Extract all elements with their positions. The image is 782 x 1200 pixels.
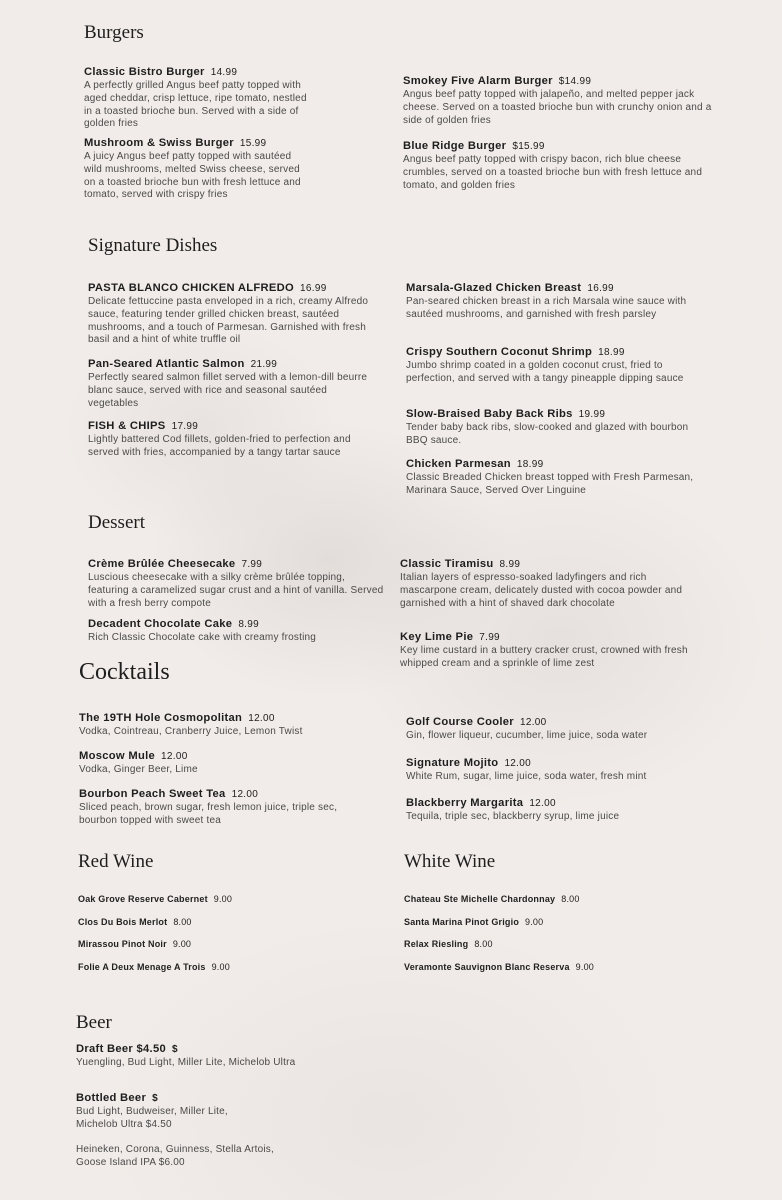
item-title: [88, 419, 373, 434]
menu-item: [400, 630, 696, 671]
item-title: [88, 281, 380, 296]
section-title-dessert: Dessert: [88, 512, 145, 533]
item-title: [88, 557, 384, 572]
item-description: Angus beef patty topped with jalapeño, and melted pepper jack cheese. Served on a toasted brioche bun with crunchy onion and a side of golden fries: [403, 89, 712, 126]
beer-draft: [76, 1042, 316, 1070]
menu-item: [79, 749, 369, 777]
item-name: Signature Mojito: [406, 757, 499, 769]
item-name: Moscow Mule: [79, 750, 156, 762]
item-description: Rich Classic Chocolate cake with creamy frosting: [88, 632, 317, 643]
item-price: 15.99: [239, 138, 267, 149]
item-title: [79, 749, 369, 764]
wine-price: 8.00: [561, 894, 580, 904]
item-price: 21.99: [250, 359, 278, 370]
item-name: Classic Tiramisu: [400, 558, 494, 570]
item-title: [406, 281, 706, 296]
item-title: [406, 756, 706, 771]
wine-item: [404, 917, 543, 927]
item-description: Vodka, Ginger Beer, Lime: [79, 764, 198, 775]
beer-imports: Heineken, Corona, Guinness, Stella Artois, Goose Island IPA $6.00: [76, 1144, 274, 1168]
item-price: 19.99: [578, 409, 606, 420]
menu-item: [406, 457, 706, 498]
menu-item: [84, 65, 309, 131]
item-description: Pan-seared chicken breast in a rich Marsala wine sauce with sautéed mushrooms, and garnished with fresh parsley: [406, 296, 687, 320]
wine-item: [78, 962, 230, 972]
menu-item: [406, 345, 706, 386]
item-description: Key lime custard in a buttery cracker crust, crowned with fresh whipped cream and a sprinkle of lime zest: [400, 645, 688, 669]
item-name: Smokey Five Alarm Burger: [403, 75, 553, 87]
item-title: [406, 345, 706, 360]
menu-item: [79, 711, 369, 739]
item-description: A juicy Angus beef patty topped with sautéed wild mushrooms, melted Swiss cheese, served on a toasted brioche bun with fresh lettuce and tomato, served with crispy fries: [84, 151, 301, 201]
item-price: 8.99: [238, 619, 259, 630]
item-price: 12.00: [161, 751, 188, 762]
wine-price: 9.00: [211, 962, 230, 972]
wine-price: 8.00: [474, 939, 493, 949]
wine-price: 9.00: [525, 917, 544, 927]
menu-item: [79, 787, 355, 828]
item-price: 7.99: [479, 632, 500, 643]
item-title: [406, 407, 691, 422]
menu-item: [400, 557, 686, 610]
menu-item: [406, 756, 706, 784]
item-description: Sliced peach, brown sugar, fresh lemon juice, triple sec, bourbon topped with sweet tea: [79, 802, 338, 826]
item-description: Delicate fettuccine pasta enveloped in a rich, creamy Alfredo sauce, featuring tender grilled chicken breast, sautéed mushrooms, and a touch of Parmesan. Garnished with fresh basil and a hint of white truffle oil: [88, 296, 369, 346]
item-name: Marsala-Glazed Chicken Breast: [406, 282, 582, 294]
item-price: 18.99: [598, 347, 625, 358]
wine-name: Santa Marina Pinot Grigio: [404, 917, 520, 927]
wine-name: Oak Grove Reserve Cabernet: [78, 894, 208, 904]
section-title-cocktails: Cocktails: [79, 659, 170, 685]
item-name: Blackberry Margarita: [406, 797, 524, 809]
item-title: [84, 136, 309, 151]
menu-item: [88, 281, 380, 347]
item-description: Lightly battered Cod fillets, golden-fried to perfection and served with fries, accompanied by a tangy tartar sauce: [88, 434, 351, 458]
wine-name: Chateau Ste Michelle Chardonnay: [404, 894, 556, 904]
item-description: Gin, flower liqueur, cucumber, lime juice, soda water: [406, 730, 648, 741]
menu-item: [406, 796, 706, 824]
item-name: Mushroom & Swiss Burger: [84, 137, 234, 149]
item-price: $: [172, 1044, 178, 1055]
section-title-white-wine: White Wine: [404, 851, 496, 872]
item-description: Luscious cheesecake with a silky crème brûlée topping, featuring a caramelized sugar crust and a hint of vanilla. Served with a fresh berry compote: [88, 572, 384, 609]
item-name: The 19TH Hole Cosmopolitan: [79, 712, 243, 724]
item-description: Classic Breaded Chicken breast topped with Fresh Parmesan, Marinara Sauce, Served Over Linguine: [406, 472, 694, 496]
item-title: [84, 65, 309, 80]
item-price: $14.99: [558, 76, 592, 87]
item-price: 12.00: [519, 717, 547, 728]
item-price: $15.99: [512, 141, 545, 152]
wine-price: 9.00: [575, 962, 594, 972]
item-description: Tender baby back ribs, slow-cooked and glazed with bourbon BBQ sauce.: [406, 422, 689, 446]
item-title: [406, 715, 706, 730]
item-title: [76, 1042, 316, 1057]
section-title-burgers: Burgers: [84, 22, 144, 43]
item-description: Angus beef patty topped with crispy bacon, rich blue cheese crumbles, served on a toasted brioche bun with fresh lettuce and tomato, and golden fries: [403, 154, 703, 191]
menu-item: [406, 715, 706, 743]
item-price: 16.99: [300, 283, 327, 294]
item-name: PASTA BLANCO CHICKEN ALFREDO: [88, 282, 295, 294]
item-price: 12.00: [529, 798, 556, 809]
item-name: Decadent Chocolate Cake: [88, 618, 233, 630]
item-description: Bud Light, Budweiser, Miller Lite, Michelob Ultra $4.50: [76, 1106, 228, 1130]
item-price: 17.99: [171, 421, 199, 432]
item-description: A perfectly grilled Angus beef patty topped with aged cheddar, crisp lettuce, ripe tomato, nestled in a toasted brioche bun. Served with a side of golden fries: [84, 80, 307, 130]
item-name: Crispy Southern Coconut Shrimp: [406, 346, 593, 358]
wine-name: Clos Du Bois Merlot: [78, 917, 168, 927]
item-name: Blue Ridge Burger: [403, 140, 507, 152]
item-title: [406, 796, 706, 811]
menu-item: [406, 281, 706, 322]
menu-item: [403, 74, 721, 127]
item-name: Draft Beer $4.50: [76, 1043, 166, 1055]
item-title: [400, 557, 686, 572]
item-description: Vodka, Cointreau, Cranberry Juice, Lemon Twist: [79, 726, 303, 737]
item-name: Key Lime Pie: [400, 631, 474, 643]
wine-name: Folie A Deux Menage A Trois: [78, 962, 206, 972]
section-title-red-wine: Red Wine: [78, 851, 154, 872]
item-price: 12.00: [504, 758, 531, 769]
item-description: Italian layers of espresso-soaked ladyfingers and rich mascarpone cream, delicately dusted with cocoa powder and garnished with a hint of shaved dark chocolate: [400, 572, 683, 609]
wine-price: 9.00: [172, 939, 192, 949]
beer-bottled: [76, 1091, 266, 1132]
item-title: [88, 357, 376, 372]
item-title: [88, 617, 384, 632]
item-price: 8.99: [499, 559, 521, 570]
section-title-beer: Beer: [76, 1012, 112, 1033]
item-title: [400, 630, 696, 645]
item-title: [79, 787, 355, 802]
item-name: Bourbon Peach Sweet Tea: [79, 788, 226, 800]
wine-name: Veramonte Sauvignon Blanc Reserva: [404, 962, 570, 972]
item-title: [79, 711, 369, 726]
wine-name: Mirassou Pinot Noir: [78, 939, 167, 949]
wine-item: [404, 939, 493, 949]
item-title: [403, 139, 708, 154]
wine-name: Relax Riesling: [404, 939, 469, 949]
item-description: Yuengling, Bud Light, Miller Lite, Michelob Ultra: [76, 1057, 296, 1068]
menu-item: [406, 407, 691, 448]
item-price: 16.99: [587, 283, 614, 294]
wine-item: [78, 917, 192, 927]
item-name: Crème Brûlée Cheesecake: [88, 558, 236, 570]
wine-price: 9.00: [213, 894, 233, 904]
wine-item: [78, 939, 191, 949]
wine-item: [78, 894, 232, 904]
item-price: 7.99: [241, 559, 263, 570]
item-description: White Rum, sugar, lime juice, soda water, fresh mint: [406, 771, 647, 782]
item-title: [76, 1091, 266, 1106]
item-price: 18.99: [516, 459, 544, 470]
menu-item: [84, 136, 309, 202]
item-name: Pan-Seared Atlantic Salmon: [88, 358, 245, 370]
wine-price: 8.00: [173, 917, 192, 927]
wine-item: [404, 962, 594, 972]
item-price: 14.99: [210, 67, 238, 78]
item-name: Golf Course Cooler: [406, 716, 514, 728]
menu-item: [88, 357, 376, 410]
item-price: 12.00: [248, 713, 275, 724]
item-name: Classic Bistro Burger: [84, 66, 205, 78]
menu-item: [88, 557, 384, 610]
item-name: Bottled Beer: [76, 1092, 147, 1104]
menu-item: [88, 419, 373, 460]
item-title: [406, 457, 706, 472]
item-price: 12.00: [231, 789, 259, 800]
menu-item: [403, 139, 708, 192]
item-name: Chicken Parmesan: [406, 458, 511, 470]
item-description: Perfectly seared salmon fillet served with a lemon-dill beurre blanc sauce, served with rice and seasonal sautéed vegetables: [88, 372, 368, 409]
item-description: Tequila, triple sec, blackberry syrup, lime juice: [406, 811, 620, 822]
wine-item: [404, 894, 580, 904]
section-title-signature: Signature Dishes: [88, 235, 218, 256]
item-title: [403, 74, 721, 89]
item-description: Jumbo shrimp coated in a golden coconut crust, fried to perfection, and served with a tangy pineapple dipping sauce: [406, 360, 684, 384]
item-name: FISH & CHIPS: [88, 420, 166, 432]
item-price: $: [152, 1093, 158, 1104]
item-name: Slow-Braised Baby Back Ribs: [406, 408, 573, 420]
menu-item: [88, 617, 384, 645]
